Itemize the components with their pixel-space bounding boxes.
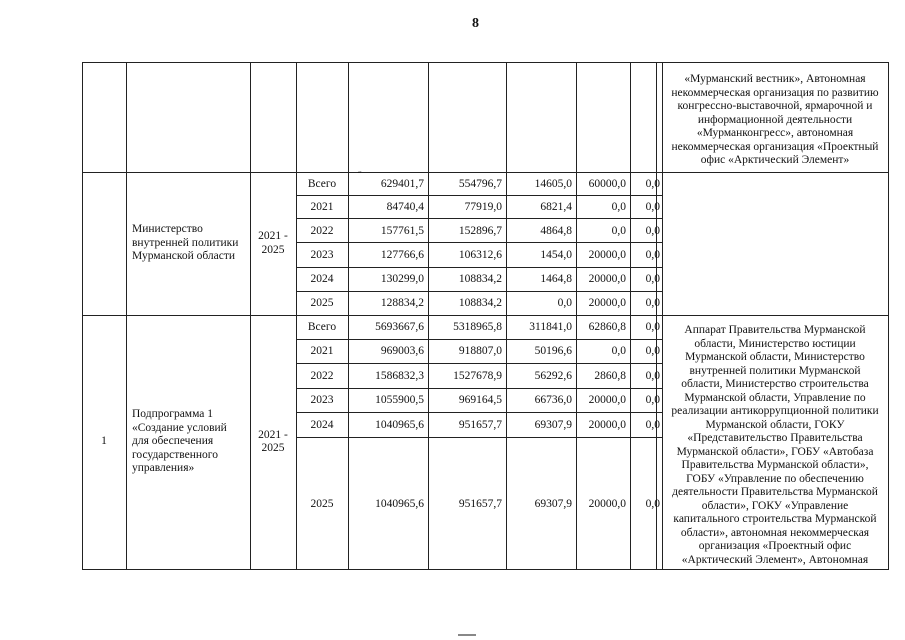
- extra-cell: 0,0: [611, 345, 626, 357]
- year-cell: 2025: [310, 297, 334, 309]
- other-cell: 0,0: [645, 297, 660, 309]
- other-cell: 0,0: [645, 225, 660, 237]
- regional-cell: 106312,6: [458, 249, 502, 261]
- row-line: [296, 242, 662, 243]
- federal-cell: 66736,0: [534, 394, 572, 406]
- row-line: [296, 195, 662, 196]
- extra-cell: 0,0: [611, 225, 626, 237]
- total-cell: 157761,5: [380, 225, 424, 237]
- year-cell: 2022: [310, 370, 334, 382]
- row-line: [296, 388, 662, 389]
- total-cell: 969003,6: [380, 345, 424, 357]
- table-border-top: [82, 62, 889, 63]
- federal-cell: 4864,8: [540, 225, 572, 237]
- year-cell: 2025: [310, 498, 334, 510]
- regional-cell: 108834,2: [458, 273, 502, 285]
- other-cell: 0,0: [645, 394, 660, 406]
- year-cell: 2023: [310, 249, 334, 261]
- extra-cell: 0,0: [611, 201, 626, 213]
- year-cell: 2024: [310, 419, 334, 431]
- regional-cell: 951657,7: [458, 419, 502, 431]
- total-cell: 629401,7: [380, 178, 424, 190]
- extra-cell: 60000,0: [588, 178, 626, 190]
- subprogram-period: 2021 - 2025: [258, 428, 288, 454]
- col-line: [428, 62, 429, 570]
- total-cell: 5693667,6: [375, 321, 424, 333]
- regional-cell: 1527678,9: [453, 370, 502, 382]
- regional-cell: 152896,7: [458, 225, 502, 237]
- subprogram-name: Подпрограмма 1 «Создание условий для обеспечения государственного управления»: [132, 408, 227, 475]
- other-cell: 0,0: [645, 370, 660, 382]
- ministry-name: Министерство внутренней политики Мурманской области: [132, 223, 239, 263]
- table-border-right: [888, 62, 889, 570]
- regional-cell: 5318965,8: [453, 321, 502, 333]
- total-cell: 1040965,6: [375, 498, 424, 510]
- budget-table: [82, 62, 889, 570]
- federal-cell: 0,0: [557, 297, 572, 309]
- year-cell: Всего: [307, 178, 337, 190]
- col-line: [662, 62, 663, 570]
- total-cell: 1055900,5: [375, 394, 424, 406]
- col-line: [126, 62, 127, 570]
- page-number: 8: [472, 16, 479, 31]
- extra-cell: 62860,8: [588, 321, 626, 333]
- subprogram-index: 1: [101, 435, 107, 448]
- total-cell: 128834,2: [380, 297, 424, 309]
- row-line: [296, 291, 662, 292]
- regional-cell: 969164,5: [458, 394, 502, 406]
- total-cell: 84740,4: [386, 201, 424, 213]
- year-cell: Всего: [307, 321, 337, 333]
- year-cell: 2021: [310, 201, 334, 213]
- col-line: [630, 62, 631, 570]
- row-line: [296, 218, 662, 219]
- col-line: [348, 62, 349, 570]
- regional-cell: 77919,0: [464, 201, 502, 213]
- regional-cell: 108834,2: [458, 297, 502, 309]
- row-line: [296, 412, 662, 413]
- total-cell: 130299,0: [380, 273, 424, 285]
- col-line: [506, 62, 507, 570]
- executors-top: «Мурманский вестник», Автономная некоммерческая организация по развитию конгрессно-выставочной, ярмарочной и информационной деятельности «Мурманконгресс», автономная некоммерческая организация «Проектный офис «Арктический Элемент»: [671, 73, 879, 166]
- other-cell: 0,0: [645, 249, 660, 261]
- row-line: [296, 267, 662, 268]
- total-cell: 1586832,3: [375, 370, 424, 382]
- other-cell: 0,0: [645, 345, 660, 357]
- year-cell: 2024: [310, 273, 334, 285]
- regional-cell: 554796,7: [458, 178, 502, 190]
- other-cell: 0,0: [645, 201, 660, 213]
- other-cell: 0,0: [645, 498, 660, 510]
- extra-cell: 20000,0: [588, 419, 626, 431]
- extra-cell: 20000,0: [588, 273, 626, 285]
- extra-cell: 20000,0: [588, 498, 626, 510]
- other-cell: 0,0: [645, 178, 660, 190]
- federal-cell: 311841,0: [529, 321, 572, 333]
- extra-cell: 20000,0: [588, 297, 626, 309]
- total-cell: 127766,6: [380, 249, 424, 261]
- table-border-bottom: [82, 569, 889, 570]
- federal-cell: 14605,0: [534, 178, 572, 190]
- row-line: [296, 437, 662, 438]
- federal-cell: 1464,8: [540, 273, 572, 285]
- extra-cell: 2860,8: [594, 370, 626, 382]
- scan-artifact: [458, 634, 476, 636]
- regional-cell: 951657,7: [458, 498, 502, 510]
- year-cell: 2021: [310, 345, 334, 357]
- extra-cell: 20000,0: [588, 249, 626, 261]
- other-cell: 0,0: [645, 321, 660, 333]
- year-cell: 2022: [310, 225, 334, 237]
- col-line: [576, 62, 577, 570]
- other-cell: 0,0: [645, 273, 660, 285]
- other-cell: 0,0: [645, 419, 660, 431]
- federal-cell: 69307,9: [534, 419, 572, 431]
- federal-cell: 1454,0: [540, 249, 572, 261]
- regional-cell: 918807,0: [458, 345, 502, 357]
- col-line: [250, 62, 251, 570]
- federal-cell: 6821,4: [540, 201, 572, 213]
- pen-mark: ˝: [358, 171, 362, 182]
- federal-cell: 50196,6: [534, 345, 572, 357]
- ministry-period: 2021 - 2025: [258, 230, 288, 256]
- federal-cell: 69307,9: [534, 498, 572, 510]
- total-cell: 1040965,6: [375, 419, 424, 431]
- row-line: [296, 339, 662, 340]
- federal-cell: 56292,6: [534, 370, 572, 382]
- extra-cell: 20000,0: [588, 394, 626, 406]
- executors-subprogram: Аппарат Правительства Мурманской области, Министерство юстиции Мурманской области, Министерство внутренней политики Мурманской области, Министерство строительства Мурманской области, Управление по реализации антикоррупционной политики Мурманской области, ГОКУ «Представительство Правительства Мурманской области», ГОБУ «Автобаза Правительства Мурманской области», ГОБУ «Управление по обеспечению деятельности Правительства Мурманской области», ГОКУ «Управление капитального строительства Мурманской области», автономная некоммерческая организация «Проектный офис «Арктический Элемент», Автономная: [671, 324, 879, 566]
- col-line: [296, 62, 297, 570]
- col-line: [656, 62, 657, 570]
- row-line: [296, 363, 662, 364]
- year-cell: 2023: [310, 394, 334, 406]
